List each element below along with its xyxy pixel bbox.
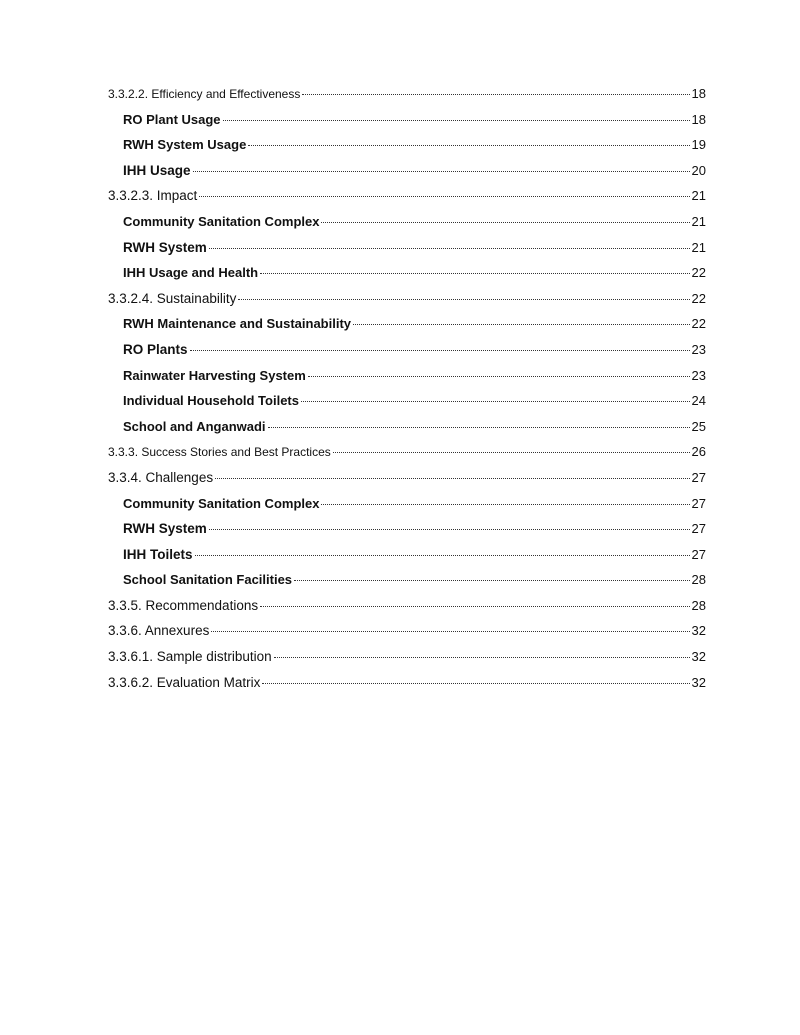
toc-entry[interactable] <box>108 188 706 214</box>
toc-entry-title: RO Plant Usage <box>123 111 221 127</box>
toc-entry-title: 3.3.6.2. Evaluation Matrix <box>108 674 261 690</box>
dot-leader <box>262 683 689 684</box>
dot-leader <box>353 324 690 325</box>
toc-entry-page-number: 21 <box>691 239 706 255</box>
toc-entry-page-number: 25 <box>691 418 706 434</box>
toc-entry-page-number: 32 <box>691 649 706 665</box>
toc-entry[interactable] <box>108 214 706 240</box>
toc-entry-title: RWH System Usage <box>123 137 247 153</box>
toc-entry-title: RO Plants <box>123 341 188 357</box>
toc-entry-page-number: 20 <box>691 162 706 178</box>
toc-entry-page-number: 28 <box>691 597 706 613</box>
toc-entry[interactable] <box>108 444 706 470</box>
toc-entry[interactable] <box>108 316 706 342</box>
toc-entry[interactable] <box>108 496 706 522</box>
toc-entry[interactable] <box>108 547 706 573</box>
toc-entry[interactable] <box>108 291 706 317</box>
toc-entry-title: IHH Usage and Health <box>123 265 259 281</box>
toc-entry-page-number: 21 <box>691 213 706 229</box>
toc-entry-title: Individual Household Toilets <box>123 393 299 409</box>
toc-entry[interactable] <box>108 342 706 368</box>
toc-entry-title: Rainwater Harvesting System <box>123 367 306 383</box>
toc-entry-page-number: 28 <box>691 572 706 588</box>
toc-entry-page-number: 21 <box>691 188 706 204</box>
toc-entry-page-number: 32 <box>691 674 706 690</box>
toc-entry-page-number: 23 <box>691 367 706 383</box>
dot-leader <box>190 350 690 351</box>
toc-entry[interactable] <box>108 393 706 419</box>
toc-entry-title: 3.3.6.1. Sample distribution <box>108 649 272 665</box>
toc-entry-title: RWH System <box>123 521 207 537</box>
toc-entry-page-number: 22 <box>691 290 706 306</box>
toc-entry-title: Community Sanitation Complex <box>123 495 320 511</box>
toc-entry[interactable] <box>108 163 706 189</box>
dot-leader <box>209 248 690 249</box>
toc-entry-title: RWH Maintenance and Sustainability <box>123 316 352 332</box>
toc-entry[interactable] <box>108 649 706 675</box>
dot-leader <box>268 427 690 428</box>
toc-entry[interactable] <box>108 623 706 649</box>
dot-leader <box>215 478 689 479</box>
toc-entry-title: 3.3.3. Success Stories and Best Practices <box>108 445 331 460</box>
dot-leader <box>260 606 689 607</box>
toc-entry[interactable] <box>108 240 706 266</box>
toc-entry[interactable] <box>108 675 706 701</box>
toc-entry-title: School and Anganwadi <box>123 418 266 434</box>
toc-entry-page-number: 27 <box>691 495 706 511</box>
toc-entry[interactable] <box>108 470 706 496</box>
toc-entry-page-number: 26 <box>691 444 706 460</box>
toc-entry-title: 3.3.6. Annexures <box>108 623 210 639</box>
toc-entry[interactable] <box>108 598 706 624</box>
toc-entry-page-number: 22 <box>691 265 706 281</box>
toc-entry[interactable] <box>108 572 706 598</box>
dot-leader <box>321 504 689 505</box>
dot-leader <box>274 657 690 658</box>
dot-leader <box>238 299 689 300</box>
toc-entry-page-number: 24 <box>691 393 706 409</box>
toc-entry[interactable] <box>108 86 706 112</box>
dot-leader <box>193 171 690 172</box>
toc-entry[interactable] <box>108 112 706 138</box>
toc-entry-page-number: 23 <box>691 341 706 357</box>
dot-leader <box>302 94 689 95</box>
toc-entry-page-number: 27 <box>691 469 706 485</box>
dot-leader <box>248 145 689 146</box>
toc-entry-title: IHH Usage <box>123 162 191 178</box>
toc-entry-page-number: 18 <box>691 86 706 101</box>
toc-entry-title: 3.3.2.3. Impact <box>108 188 198 204</box>
dot-leader <box>195 555 690 556</box>
toc-entry-title: Community Sanitation Complex <box>123 213 320 229</box>
toc-entry-title: RWH System <box>123 239 207 255</box>
dot-leader <box>211 631 689 632</box>
toc-entry[interactable] <box>108 521 706 547</box>
toc-entry-page-number: 22 <box>691 316 706 332</box>
toc-entry-title: 3.3.2.4. Sustainability <box>108 290 237 306</box>
dot-leader <box>294 580 689 581</box>
toc-entry[interactable] <box>108 419 706 445</box>
toc-entry-title: 3.3.5. Recommendations <box>108 597 259 613</box>
toc-entry-page-number: 27 <box>691 521 706 537</box>
toc-entry-page-number: 19 <box>691 137 706 153</box>
toc-entry[interactable] <box>108 368 706 394</box>
dot-leader <box>260 273 689 274</box>
toc-entry-title: 3.3.4. Challenges <box>108 469 214 485</box>
dot-leader <box>333 452 690 453</box>
toc-entry-page-number: 27 <box>691 546 706 562</box>
dot-leader <box>209 529 690 530</box>
toc-entry[interactable] <box>108 265 706 291</box>
toc-entry-title: IHH Toilets <box>123 546 193 562</box>
toc-entry[interactable] <box>108 137 706 163</box>
dot-leader <box>321 222 689 223</box>
toc-entry-title: School Sanitation Facilities <box>123 572 293 588</box>
toc-entry-page-number: 18 <box>691 111 706 127</box>
dot-leader <box>301 401 690 402</box>
dot-leader <box>308 376 690 377</box>
dot-leader <box>199 196 689 197</box>
dot-leader <box>223 120 690 121</box>
toc-entry-title: 3.3.2.2. Efficiency and Effectiveness <box>108 87 301 101</box>
table-of-contents <box>108 86 706 700</box>
toc-entry-page-number: 32 <box>691 623 706 639</box>
